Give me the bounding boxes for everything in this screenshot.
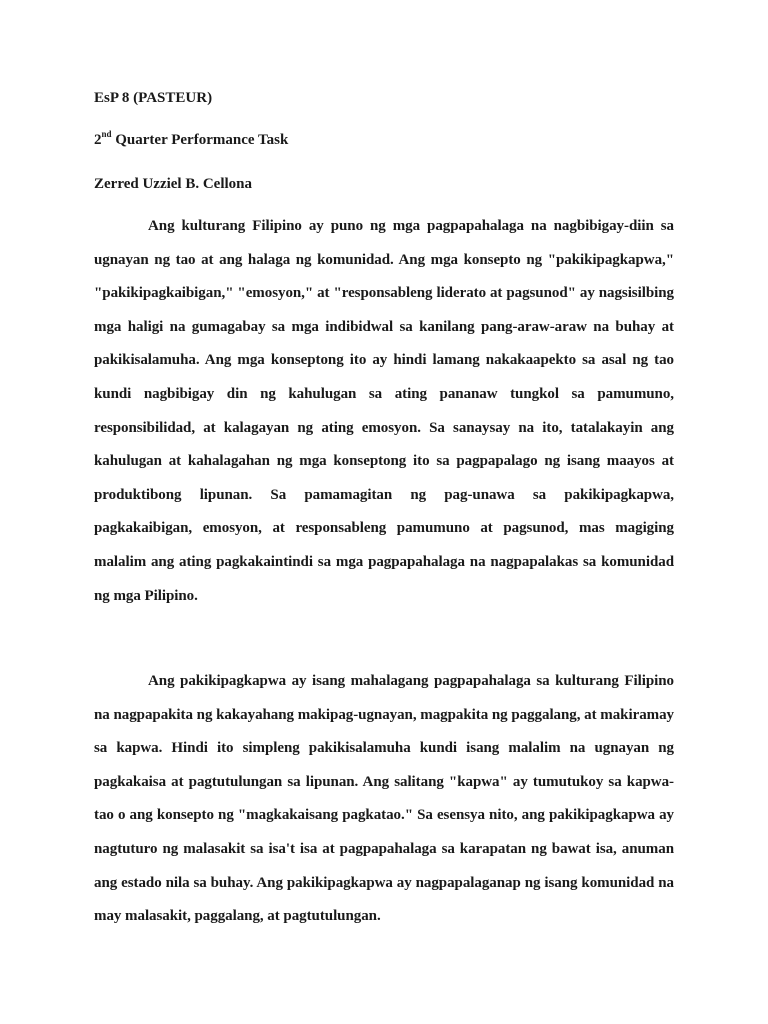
task-ordinal-number: 2 — [94, 132, 102, 148]
paragraph-pakikipagkapwa: Ang pakikipagkapwa ay isang mahalagang pagpapahalaga sa kulturang Filipino na nagpapakita ng kakayahang makipag-ugnayan, magpakita ng paggalang, at makiramay sa kapwa. Hindi ito simpleng pakikisalamuha kundi isang malalim na ugnayan ng pagkakaisa at pagtutulungan sa lipunan. Ang salitang "kapwa" ay tumutukoy sa kapwa-tao o ang konsepto ng "magkakaisang pagkatao." Sa esensya nito, ang pakikipagkapwa ay nagtuturo ng malasakit sa isa't isa at pagpapahalaga sa karapatan ng bawat isa, anuman ang estado nila sa buhay. Ang pakikipagkapwa ay nagpapalaganap ng isang komunidad na may malasakit, paggalang, at pagtutulungan. — [94, 673, 674, 925]
task-ordinal-suffix: nd — [101, 129, 112, 139]
task-heading — [94, 130, 288, 150]
author-name: Zerred Uzziel B. Cellona — [94, 176, 253, 192]
task-title: Quarter Performance Task — [111, 132, 289, 148]
paragraph-intro: Ang kulturang Filipino ay puno ng mga pagpapahalaga na nagbibigay-diin sa ugnayan ng tao at ang halaga ng komunidad. Ang mga konsepto ng "pakikipagkapwa," "pakikipagkaibigan," "emosyon," at "responsableng liderato at pagsunod" ay nagsisilbing mga haligi na gumagabay sa mga indibidwal sa kanilang pang-araw-araw na buhay at pakikisalamuha. Ang mga konseptong ito ay hindi lamang nakakaapekto sa asal ng tao kundi nagbibigay din ng kahulugan sa ating pananaw tungkol sa pamumuno, responsibilidad, at kalagayan ng ating emosyon. Sa sanaysay na ito, tatalakayin ang kahulugan at kahalagahan ng mga konseptong ito sa pagpapalago ng isang maayos at produktibong lipunan. Sa pamamagitan ng pag-unawa sa pakikipagkapwa, pagkakaibigan, emosyon, at responsableng pamumuno at pagsunod, mas magiging malalim ang ating pagkakaintindi sa mga pagpapahalaga na nagpapalakas sa komunidad ng mga Pilipino. — [94, 218, 674, 604]
course-heading: EsP 8 (PASTEUR) — [94, 90, 213, 106]
